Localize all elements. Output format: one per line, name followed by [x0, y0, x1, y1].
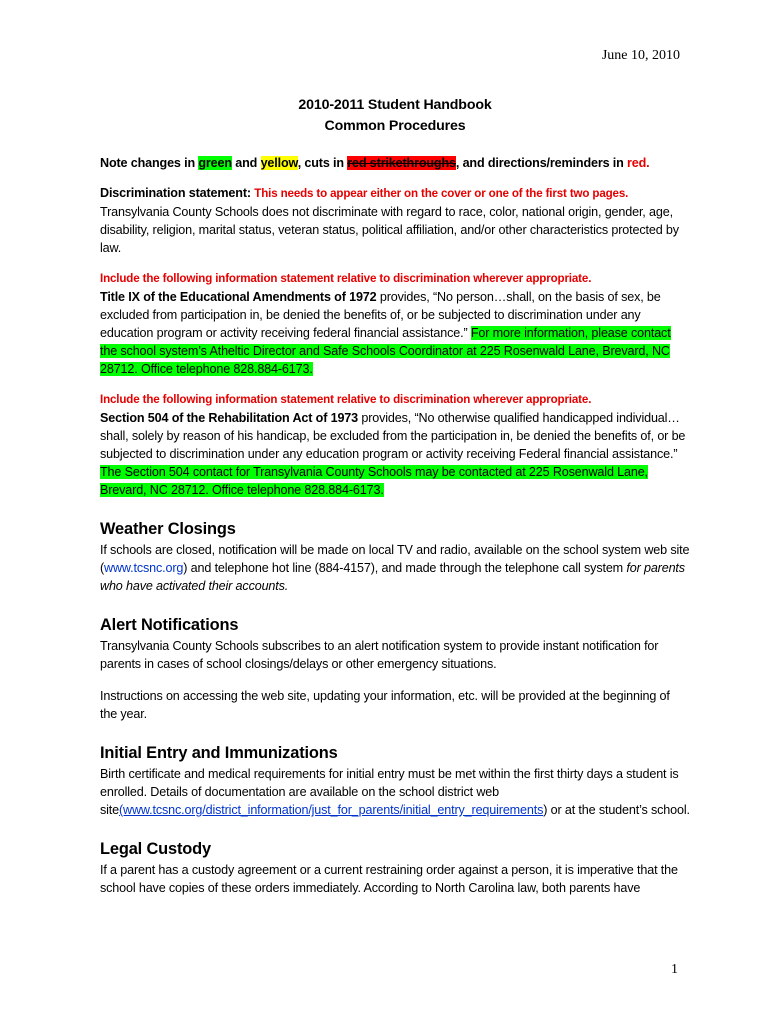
red-strike-label: red strikethroughs — [347, 156, 456, 170]
title-ix-body: provides, “No person…shall, on the basis of sex, be excluded from participation in, be denied the benefits of, or be subjected to discrimination under any education program or activity receiving federal financial assistance.” — [100, 290, 661, 340]
title-ix-section — [100, 269, 690, 378]
weather-paragraph: If schools are closed, notification will be made on local TV and radio, available on the school system web site (www.tcsnc.org) and telephone hot line (884-4157), and made through the telephone call system for parents who have activated their accounts. — [100, 543, 690, 593]
discrimination-reminder: This needs to appear either on the cover or one of the first two pages. — [254, 187, 629, 200]
title-ix-instruction: Include the following information statement relative to discrimination wherever appropriate. — [100, 272, 592, 285]
section-504-added-text: The Section 504 contact for Transylvania County Schools may be contacted at 225 Rosenwald Lane, Brevard, NC 28712. Office telephone 828.884-6173. — [100, 465, 648, 497]
page-number: 1 — [671, 962, 678, 977]
alert-paragraph-2: Instructions on accessing the web site, updating your information, etc. will be provided at the beginning of the year. — [100, 689, 670, 721]
tcsnc-link[interactable]: www.tcsnc.org — [104, 561, 184, 575]
document-content — [100, 95, 690, 897]
custody-paragraph: If a parent has a custody agreement or a current restraining order against a person, it is imperative that the school have copies of these orders immediately. According to North Carolina law, both parents have — [100, 863, 678, 895]
red-label: red. — [627, 156, 650, 170]
section-504-body: provides, “No otherwise qualified handicapped individual…shall, solely by reason of his handicap, be excluded from the participation in, be denied the benefits of, or be subjected to discrimination under any education program or activity receiving Federal financial assistance.” — [100, 411, 686, 461]
entry-requirements-link[interactable]: (www.tcsnc.org/district_information/just_for_parents/initial_entry_requirements — [119, 803, 544, 817]
section-504-label: Section 504 of the Rehabilitation Act of 1973 — [100, 411, 359, 425]
section-504 — [100, 390, 690, 499]
title-line-2: Common Procedures — [324, 118, 466, 134]
discrimination-statement: Discrimination statement: This needs to appear either on the cover or one of the first two pages. Transylvania County Schools does not discriminate with regard to race, color, national origin, gender, age, disability, religion, marital status, veteran status, political affiliation, and/or other characteristics protected by law. — [100, 186, 679, 255]
discrimination-label: Discrimination statement — [100, 186, 247, 200]
header-date: June 10, 2010 — [601, 48, 680, 63]
legend-note: Note changes in green and yellow, cuts in red strikethroughs, and directions/reminders in red. — [100, 156, 650, 170]
green-label: green — [198, 156, 232, 170]
title-line-1: 2010-2011 Student Handbook — [298, 97, 492, 113]
title-ix-added-text: For more information, please contact the school system’s Atheltic Director and Safe Schools Coordinator at 225 Rosenwald Lane, Brevard, NC 28712. Office telephone 828.884-6173. — [100, 326, 671, 376]
section-504-instruction: Include the following information statement relative to discrimination wherever appropriate. — [100, 393, 592, 406]
weather-heading: Weather Closings — [100, 520, 236, 538]
alert-heading: Alert Notifications — [100, 616, 239, 634]
entry-heading: Initial Entry and Immunizations — [100, 744, 338, 762]
entry-paragraph: Birth certificate and medical requirements for initial entry must be met within the first thirty days a student is enrolled. Details of documentation are available on the school district web site(www.tcsnc.org/district_information/just_for_parents/initial_entry_requirements) or at the student’s school. — [100, 767, 690, 817]
alert-paragraph-1: Transylvania County Schools subscribes to an alert notification system to provide instant notification for parents in cases of school closings/delays or other emergency situations. — [100, 639, 659, 671]
custody-heading: Legal Custody — [100, 840, 211, 858]
discrimination-body: Transylvania County Schools does not discriminate with regard to race, color, national origin, gender, age, disability, religion, marital status, veteran status, political affiliation, and/or other characteristics protected by law. — [100, 205, 679, 255]
yellow-label: yellow — [260, 156, 298, 170]
title-ix-label: Title IX of the Educational Amendments of 1972 — [100, 290, 377, 304]
document-title — [100, 95, 690, 137]
